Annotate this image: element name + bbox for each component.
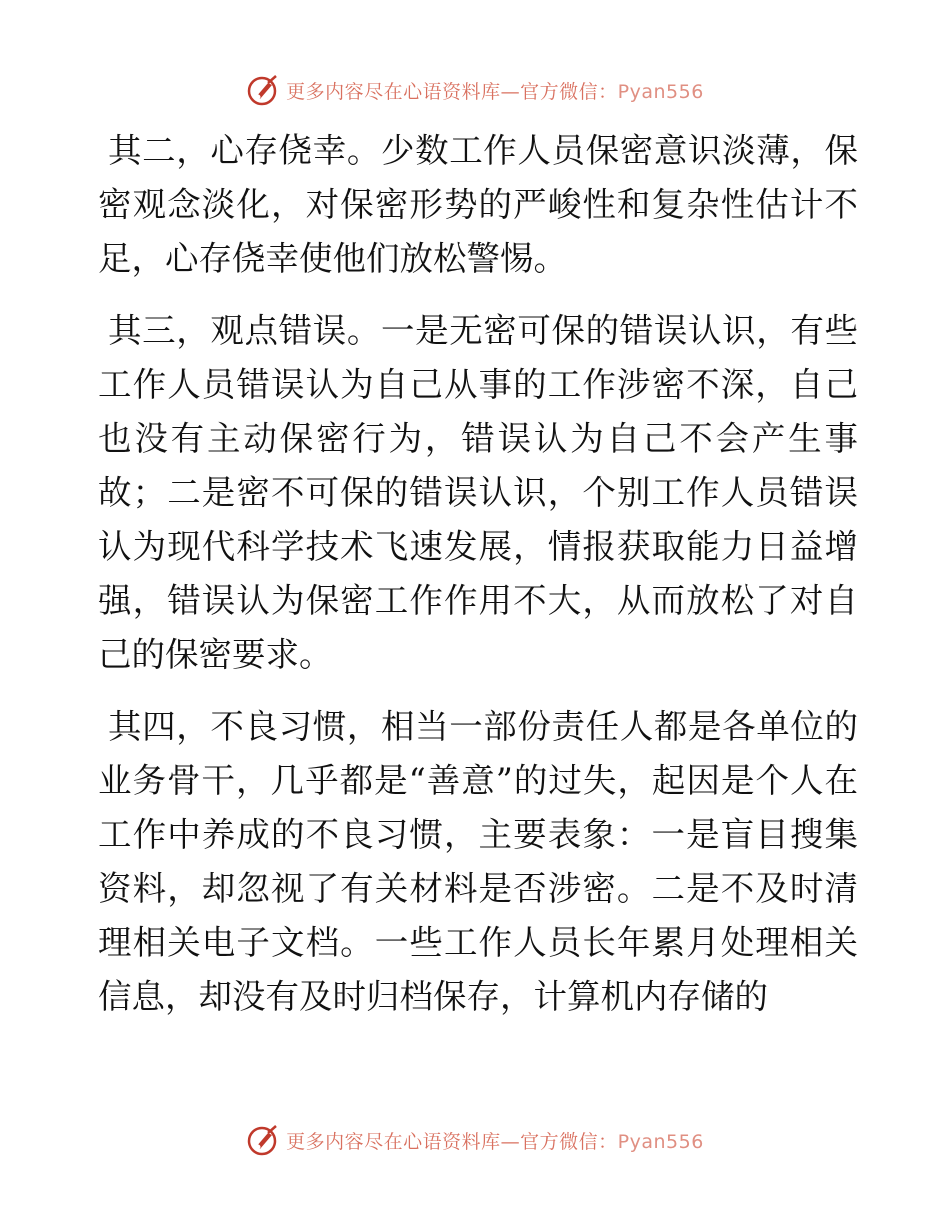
header-watermark-banner (0, 70, 950, 110)
quill-pen-logo-icon (246, 73, 280, 107)
banner-contact: Pyan556 (617, 1130, 704, 1153)
footer-watermark-banner (0, 1120, 950, 1160)
document-body (98, 124, 858, 1042)
paragraph: 其三，观点错误。一是无密可保的错误认识，有些工作人员错误认为自己从事的工作涉密不深，自己也没有主动保密行为，错误认为自己不会产生事故；二是密不可保的错误认识，个别工作人员错误认为现代科学技术飞速发展，情报获取能力日益增强，错误认为保密工作作用不大，从而放松了对自己的保密要求。 (98, 311, 858, 674)
quill-pen-logo-icon (246, 1123, 280, 1157)
banner-site-text: 更多内容尽在心语资料库—官方微信：Pyan556 (286, 1130, 704, 1153)
paragraph: 其四，不良习惯，相当一部份责任人都是各单位的业务骨干，几乎都是“善意”的过失，起因是个人在工作中养成的不良习惯，主要表象：一是盲目搜集资料，却忽视了有关材料是否涉密。二是不及时清理相关电子文档。一些工作人员长年累月处理相关信息，却没有及时归档保存，计算机内存储的 (98, 707, 858, 1016)
banner-site-text: 更多内容尽在心语资料库—官方微信：Pyan556 (286, 80, 704, 103)
banner-contact: Pyan556 (617, 80, 704, 103)
paragraph: 其二，心存侥幸。少数工作人员保密意识淡薄，保密观念淡化，对保密形势的严峻性和复杂性估计不足，心存侥幸使他们放松警惕。 (98, 131, 858, 278)
